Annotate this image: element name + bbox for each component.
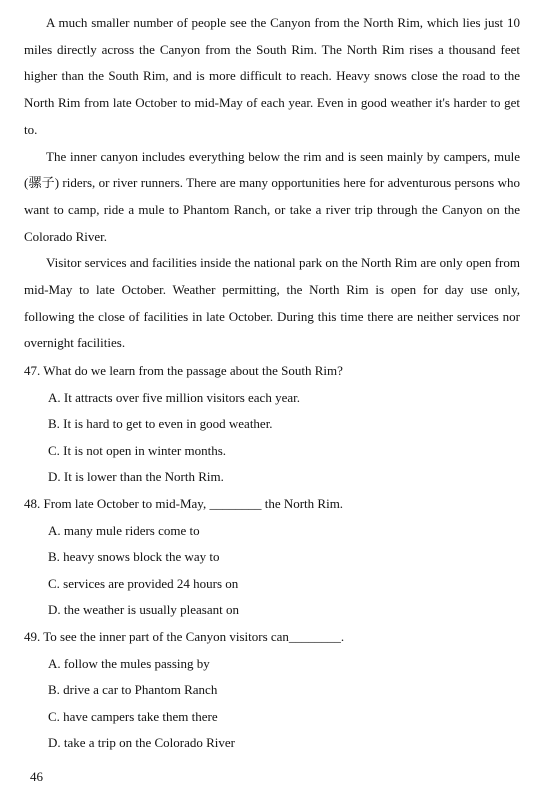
reading-passage	[24, 10, 520, 357]
option-a: A. follow the mules passing by	[48, 655, 210, 671]
page-number: 46	[30, 769, 43, 784]
option-a: A. It attracts over five million visitors each year.	[48, 389, 300, 405]
option-c: C. services are provided 24 hours on	[48, 575, 239, 591]
option-d: D. the weather is usually pleasant on	[48, 602, 239, 618]
question-list	[24, 358, 520, 757]
option-d: D. take a trip on the Colorado River	[48, 735, 236, 751]
question-47	[24, 358, 520, 491]
question-stem: 48. From late October to mid-May, ________ the North Rim.	[24, 495, 344, 511]
question-stem: 47. What do we learn from the passage about the South Rim?	[24, 363, 343, 378]
question-49	[24, 624, 520, 757]
option-b: B. heavy snows block the way to	[48, 549, 220, 565]
option-c: C. have campers take them there	[48, 708, 218, 724]
option-b: B. It is hard to get to even in good weather.	[48, 416, 273, 432]
passage-paragraph-3: Visitor services and facilities inside the national park on the North Rim are only open from mid-May to late October. Weather permitting, the North Rim is open for day use only, following the close of facilities in late October. During this time there are neither services nor overnight facilities.	[24, 255, 520, 351]
question-48	[24, 491, 520, 624]
option-d: D. It is lower than the North Rim.	[48, 469, 224, 485]
passage-paragraph-2: The inner canyon includes everything below the rim and is seen mainly by campers, mule (骡子) riders, or river runners. There are many opportunities here for adventurous persons who want to camp, ride a mule to Phantom Ranch, or take a river trip through the Canyon on the Colorado River.	[24, 148, 520, 244]
option-b: B. drive a car to Phantom Ranch	[48, 682, 218, 698]
passage-paragraph-1: A much smaller number of people see the Canyon from the North Rim, which lies just 10 miles directly across the Canyon from the South Rim. The North Rim rises a thousand feet higher than the South Rim, and is more difficult to reach. Heavy snows close the road to the North Rim from late October to mid-May of each year. Even in good weather it's harder to get to.	[24, 15, 520, 137]
option-c: C. It is not open in winter months.	[48, 442, 227, 458]
question-stem: 49. To see the inner part of the Canyon visitors can________.	[24, 628, 345, 644]
option-a: A. many mule riders come to	[48, 522, 200, 538]
